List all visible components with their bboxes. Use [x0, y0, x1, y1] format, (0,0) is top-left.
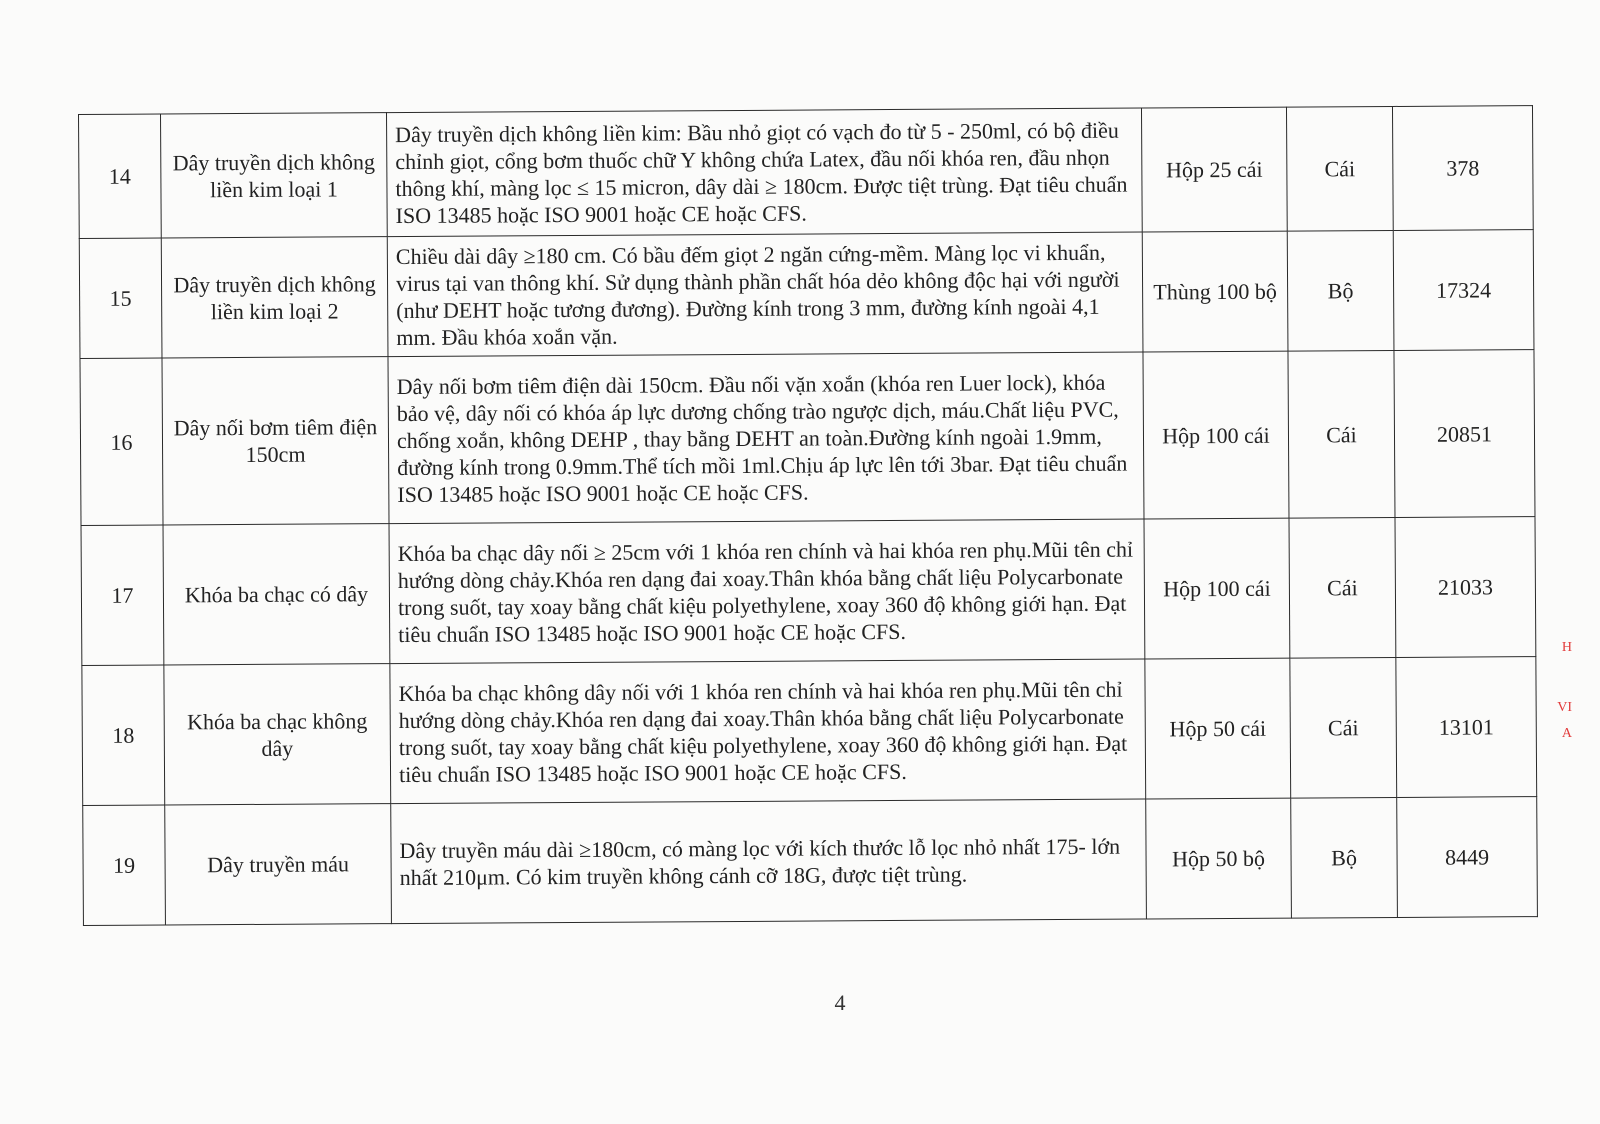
item-unit: Bộ: [1291, 797, 1398, 918]
item-name: Dây truyền dịch không liền kim loại 1: [161, 113, 388, 238]
item-specification: Chiều dài dây ≥180 cm. Có bầu đếm giọt 2 ngăn cứng-mềm. Màng lọc vi khuẩn, virus tại van thông khí. Sử dụng thành phần chất hóa dẻo không độc hại với người (như DEHT hoặc tương đương). Đường kính trong 3 mm, đường kính ngoài 4,1 mm. Đầu khóa xoắn vặn.: [387, 232, 1143, 357]
row-number: 15: [79, 238, 162, 358]
equipment-table: [78, 105, 1538, 926]
table-row: [80, 350, 1535, 526]
item-name: Khóa ba chạc không dây: [164, 664, 391, 805]
table-row: [79, 230, 1534, 359]
table-row: [83, 797, 1538, 926]
item-name: Dây nối bơm tiêm điện 150cm: [162, 357, 389, 525]
item-specification: Dây truyền dịch không liền kim: Bầu nhỏ giọt có vạch đo từ 5 - 250ml, có bộ điều chỉnh giọt, cổng bơm thuốc chữ Y không chứa Latex, đầu nối khóa ren, đầu nhọn thông khí, màng lọc ≤ 15 micron, dây dài ≥ 180cm. Được tiệt trùng. Đạt tiêu chuẩn ISO 13485 hoặc ISO 9001 hoặc CE hoặc CFS.: [386, 108, 1142, 237]
item-quantity: 20851: [1394, 350, 1535, 518]
item-unit: Cái: [1289, 517, 1396, 658]
item-specification: Dây truyền máu dài ≥180cm, có màng lọc với kích thước lỗ lọc nhỏ nhất 175- lớn nhất 210μm. Có kim truyền không cánh cỡ 18G, được tiệt trùng.: [391, 799, 1147, 924]
item-unit: Cái: [1286, 106, 1393, 231]
item-unit: Cái: [1288, 350, 1395, 518]
table-row: [79, 106, 1534, 239]
table-row: [81, 517, 1536, 666]
margin-stamp-mark: A: [1561, 726, 1572, 741]
item-quantity: 8449: [1397, 797, 1538, 918]
item-packing: Hộp 25 cái: [1141, 107, 1287, 232]
item-specification: Khóa ba chạc dây nối ≥ 25cm với 1 khóa ren chính và hai khóa ren phụ.Mũi tên chỉ hướng dòng chảy.Khóa ren dạng đai xoay.Thân khóa bằng chất liệu Polycarbonate trong suốt, tay xoay bằng chất kiệu polyethylene, xoay 360 độ không giới hạn. Đạt tiêu chuẩn ISO 13485 hoặc ISO 9001 hoặc CE hoặc CFS.: [389, 519, 1145, 664]
item-name: Dây truyền dịch không liền kim loại 2: [161, 237, 388, 358]
item-packing: Hộp 100 cái: [1144, 518, 1290, 659]
item-quantity: 17324: [1393, 230, 1534, 351]
page-number: 4: [834, 990, 846, 1015]
item-packing: Hộp 50 bộ: [1146, 798, 1292, 919]
row-number: 19: [83, 805, 166, 925]
item-unit: Bộ: [1287, 230, 1394, 351]
item-specification: Dây nối bơm tiêm điện dài 150cm. Đầu nối vặn xoắn (khóa ren Luer lock), khóa bảo vệ, dây nối có khóa áp lực dương chống trào ngược dịch, máu.Chất liệu PVC, chống xoắn, không DEHP , thay bằng DEHT an toàn.Đường kính ngoài 1.9mm, đường kính trong 0.9mm.Thể tích mồi 1ml.Chịu áp lực lên tới 3bar. Đạt tiêu chuẩn ISO 13485 hoặc ISO 9001 hoặc CE hoặc CFS.: [388, 352, 1144, 524]
row-number: 16: [80, 358, 163, 525]
item-specification: Khóa ba chạc không dây nối với 1 khóa ren chính và hai khóa ren phụ.Mũi tên chỉ hướng dòng chảy.Khóa ren dạng đai xoay.Thân khóa bằng chất liệu Polycarbonate trong suốt, tay xoay bằng chất kiệu polyethylene, xoay 360 độ không giới hạn. Đạt tiêu chuẩn ISO 13485 hoặc ISO 9001 hoặc CE hoặc CFS.: [390, 659, 1146, 804]
row-number: 17: [81, 525, 164, 665]
item-quantity: 21033: [1395, 517, 1536, 658]
item-name: Khóa ba chạc có dây: [163, 524, 390, 665]
item-packing: Thùng 100 bộ: [1142, 231, 1288, 352]
margin-stamp-mark: VI: [1557, 700, 1572, 715]
item-name: Dây truyền máu: [165, 804, 392, 925]
item-packing: Hộp 50 cái: [1145, 658, 1291, 799]
margin-stamp-mark: H: [1561, 640, 1572, 655]
row-number: 14: [79, 114, 162, 238]
item-quantity: 378: [1392, 106, 1533, 231]
item-packing: Hộp 100 cái: [1143, 351, 1289, 519]
item-unit: Cái: [1290, 657, 1397, 798]
table-row: [82, 657, 1537, 806]
item-quantity: 13101: [1396, 657, 1537, 798]
row-number: 18: [82, 665, 165, 805]
